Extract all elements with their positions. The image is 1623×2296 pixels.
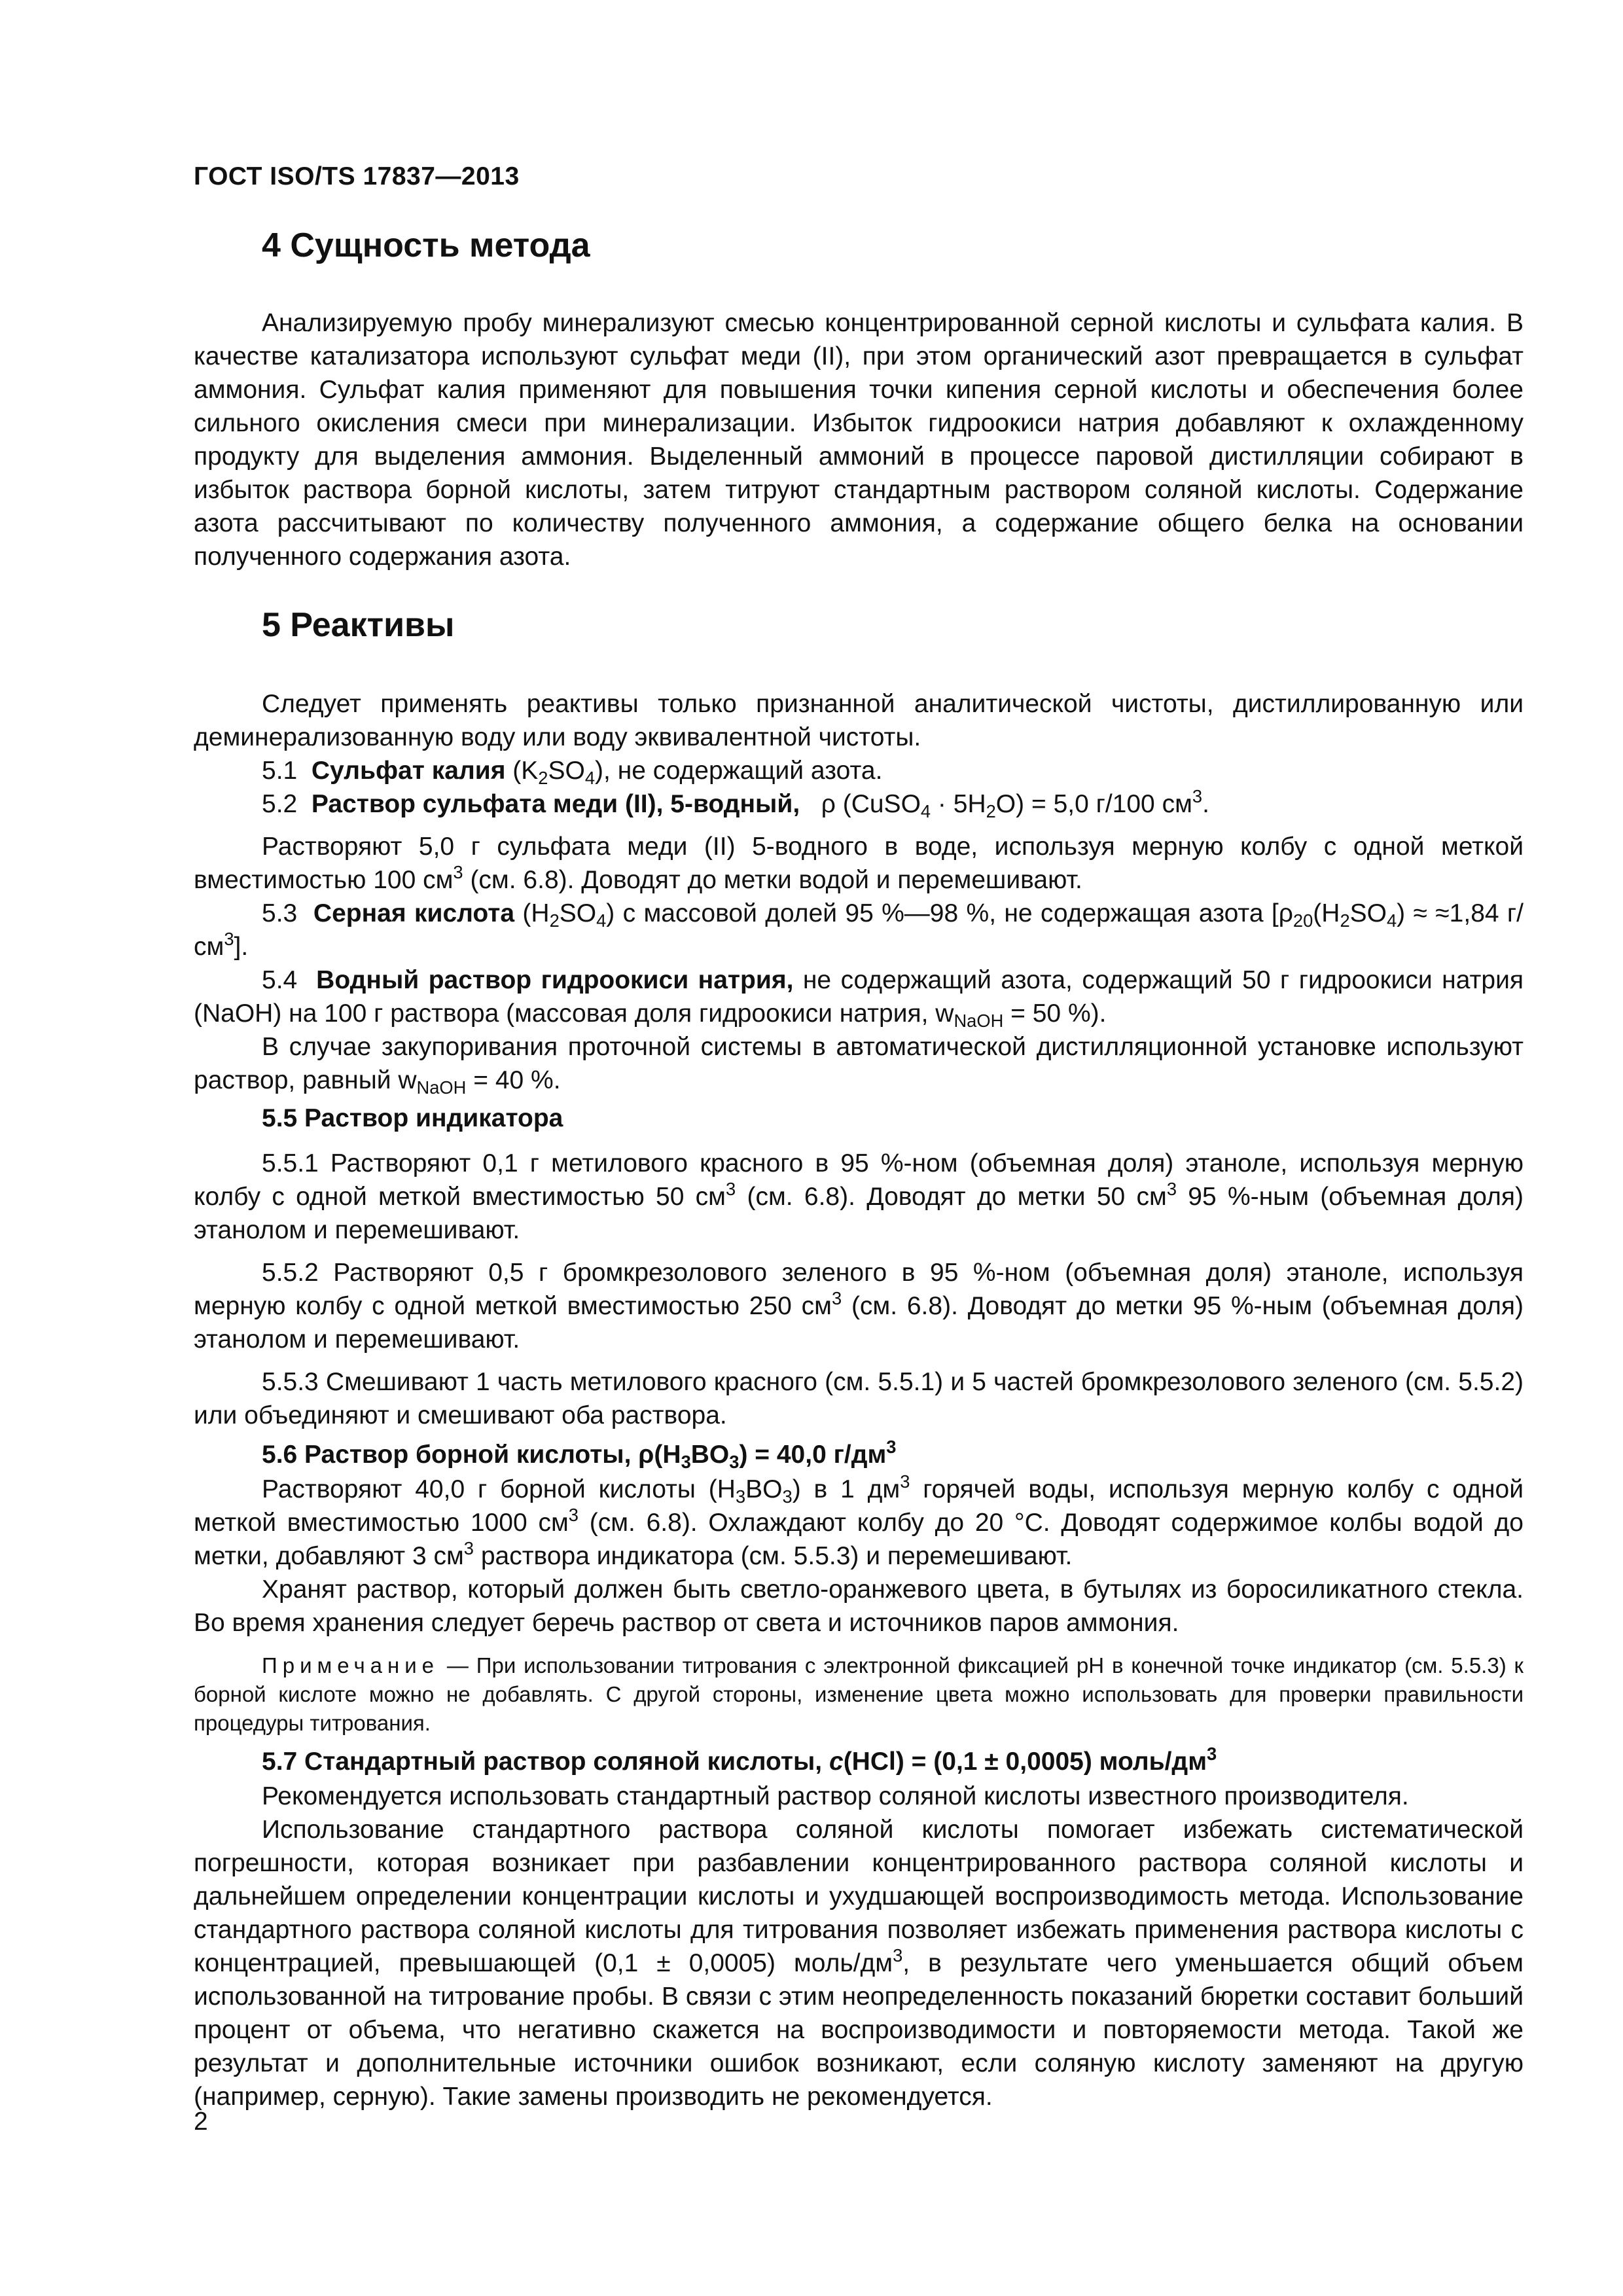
section-4-paragraph: Анализируемую пробу минерализуют смесью концентрированной серной кислоты и сульфата калия. В качестве катализатора используют сульфат меди (II), при этом органический азот превращается в сульфат аммония. Сульфат калия применяют для повышения точки кипения серной кислоты и обеспечения более сильного окисления смеси при минерализации. Избыток гидроокиси натрия добавляют к охлажденному продукту для выделения аммония. Выделенный аммоний в процессе паровой дистилляции собирают в избыток раствора борной кислоты, затем титруют стандартным раствором соляной кислоты. Содержание азота рассчитывают по количеству полученного аммония, а содержание общего белка на основании полученного содержания азота. — [194, 309, 1524, 571]
item-5-4: 5.4 Водный раствор гидроокиси натрия, не содержащий азота, содержащий 50 г гидроокиси натрия (NaOH) на 100 г раствора (массовая доля гидроокиси натрия, $w_{NaOH} = 50$ %). — [194, 966, 1524, 1031]
item-5-7-text-2: Использование стандартного раствора соляной кислоты помогает избежать систематической погрешности, которая возникает при разбавлении концентрированного раствора соляной кислоты и дальнейшем определении концентрации кислоты и ухудшающей воспроизводимость метода. Использование стандартного раствора соляной кислоты для титрования позволяет избежать применения раствора кислоты с концентрацией, превышающей (0,1 ± 0,0005) моль/$дм^3$, в результате чего уменьшается общий объем использованной на титрование пробы. В связи с этим неопределенность показаний бюретки составит больший процент от объема, что негативно скажется на воспроизводимости и повторяемости метода. Такой же результат и дополнительные источники ошибок возникают, если соляную кислоту заменяют на другую (например, серную). Такие замены производить не рекомендуется. — [194, 1816, 1524, 2111]
note-label: Примечание — [262, 1653, 440, 1677]
section-5-intro: Следует применять реактивы только признанной аналитической чистоты, дистиллированную или деминерализованную воду или воду эквивалентной чистоты. — [194, 690, 1524, 751]
note: Примечание — При использовании титрования с электронной фиксацией pH в конечной точке индикатор (см. 5.5.3) к борной кислоте можно не добавлять. С другой стороны, изменение цвета можно использовать для проверки правильности процедуры титрования. — [194, 1653, 1524, 1735]
page-number: 2 — [194, 2108, 208, 2136]
item-5-2: 5.2 Раствор сульфата меди (II), 5-водный, ρ (CuSO$_4$ · $5H_2O) = 5,0$ г/100 $см^3$. — [262, 786, 1209, 822]
page-content — [194, 223, 1524, 2113]
item-5-1: 5.1 Сульфат калия $(K_2SO_4)$, не содержащий азота. — [262, 757, 883, 789]
item-5-6-text-1: Растворяют 40,0 г борной кислоты $(H_3BO_3)$ в 1 $дм^3$ горячей воды, используя мерную колбу с одной меткой вместимостью 1000 $см^3$ (см. 6.8). Охлаждают колбу до 20 °С. Доводят содержимое колбы водой до метки, добавляют 3 $см^3$ раствора индикатора (см. 5.5.3) и перемешивают. — [194, 1471, 1524, 1570]
section-5-title: 5 Реактивы — [262, 606, 455, 644]
section-4-title: 4 Сущность метода — [262, 226, 590, 264]
item-5-5-title: 5.5 Раствор индикатора — [262, 1104, 563, 1132]
item-5-4-text: В случае закупоривания проточной системы в автоматической дистилляционной установке используют раствор, равный $w_{NaOH} = 40$ %. — [194, 1033, 1524, 1098]
document-code: ГОСТ ISO/TS 17837—2013 — [194, 162, 520, 190]
item-5-6-text-2: Хранят раствор, который должен быть светло-оранжевого цвета, в бутылях из боросиликатного стекла. Во время хранения следует беречь раствор от света и источников паров аммония. — [194, 1575, 1524, 1637]
item-5-5-2: 5.5.2 Растворяют 0,5 г бромкрезолового зеленого в 95 %-ном (объемная доля) этаноле, используя мерную колбу с одной меткой вместимостью 250 $см^3$ (см. 6.8). Доводят до метки 95 %-ным (объемная доля) этанолом и перемешивают. — [194, 1259, 1524, 1354]
item-5-7-text-1: Рекомендуется использовать стандартный раствор соляной кислоты известного производителя. — [262, 1782, 1409, 1810]
item-5-6-title: 5.6 Раствор борной кислоты, $\rho(H_3BO_3) = 40,0$ $г/дм^3$ — [262, 1437, 897, 1473]
item-5-3: 5.3 Серная кислота $(H_2SO_4)$ с массовой долей 95 %—98 %, не содержащая азота [$\rho_{20}(H_2SO_4) \approx \approx 1,84$ $г/см^3$]. — [194, 899, 1524, 961]
item-5-5-3: 5.5.3 Смешивают 1 часть метилового красного (см. 5.5.1) и 5 частей бромкрезолового зеленого (см. 5.5.2) или объединяют и смешивают оба раствора. — [194, 1368, 1524, 1429]
item-5-5-1: 5.5.1 Растворяют 0,1 г метилового красного в 95 %-ном (объемная доля) этаноле, используя мерную колбу с одной меткой вместимостью 50 $см^3$ (см. 6.8). Доводят до метки 50 $см^3$ 95 %-ным (объемная доля) этанолом и перемешивают. — [194, 1149, 1524, 1244]
item-5-2-text: Растворяют 5,0 г сульфата меди (II) 5-водного в воде, используя мерную колбу с одной меткой вместимостью 100 $см^3$ (см. 6.8). Доводят до метки водой и перемешивают. — [194, 833, 1524, 894]
item-5-7-title: 5.7 Стандартный раствор соляной кислоты, c(HCl) = (0,1 ± 0,0005) моль/$дм^3$ — [262, 1744, 1217, 1776]
